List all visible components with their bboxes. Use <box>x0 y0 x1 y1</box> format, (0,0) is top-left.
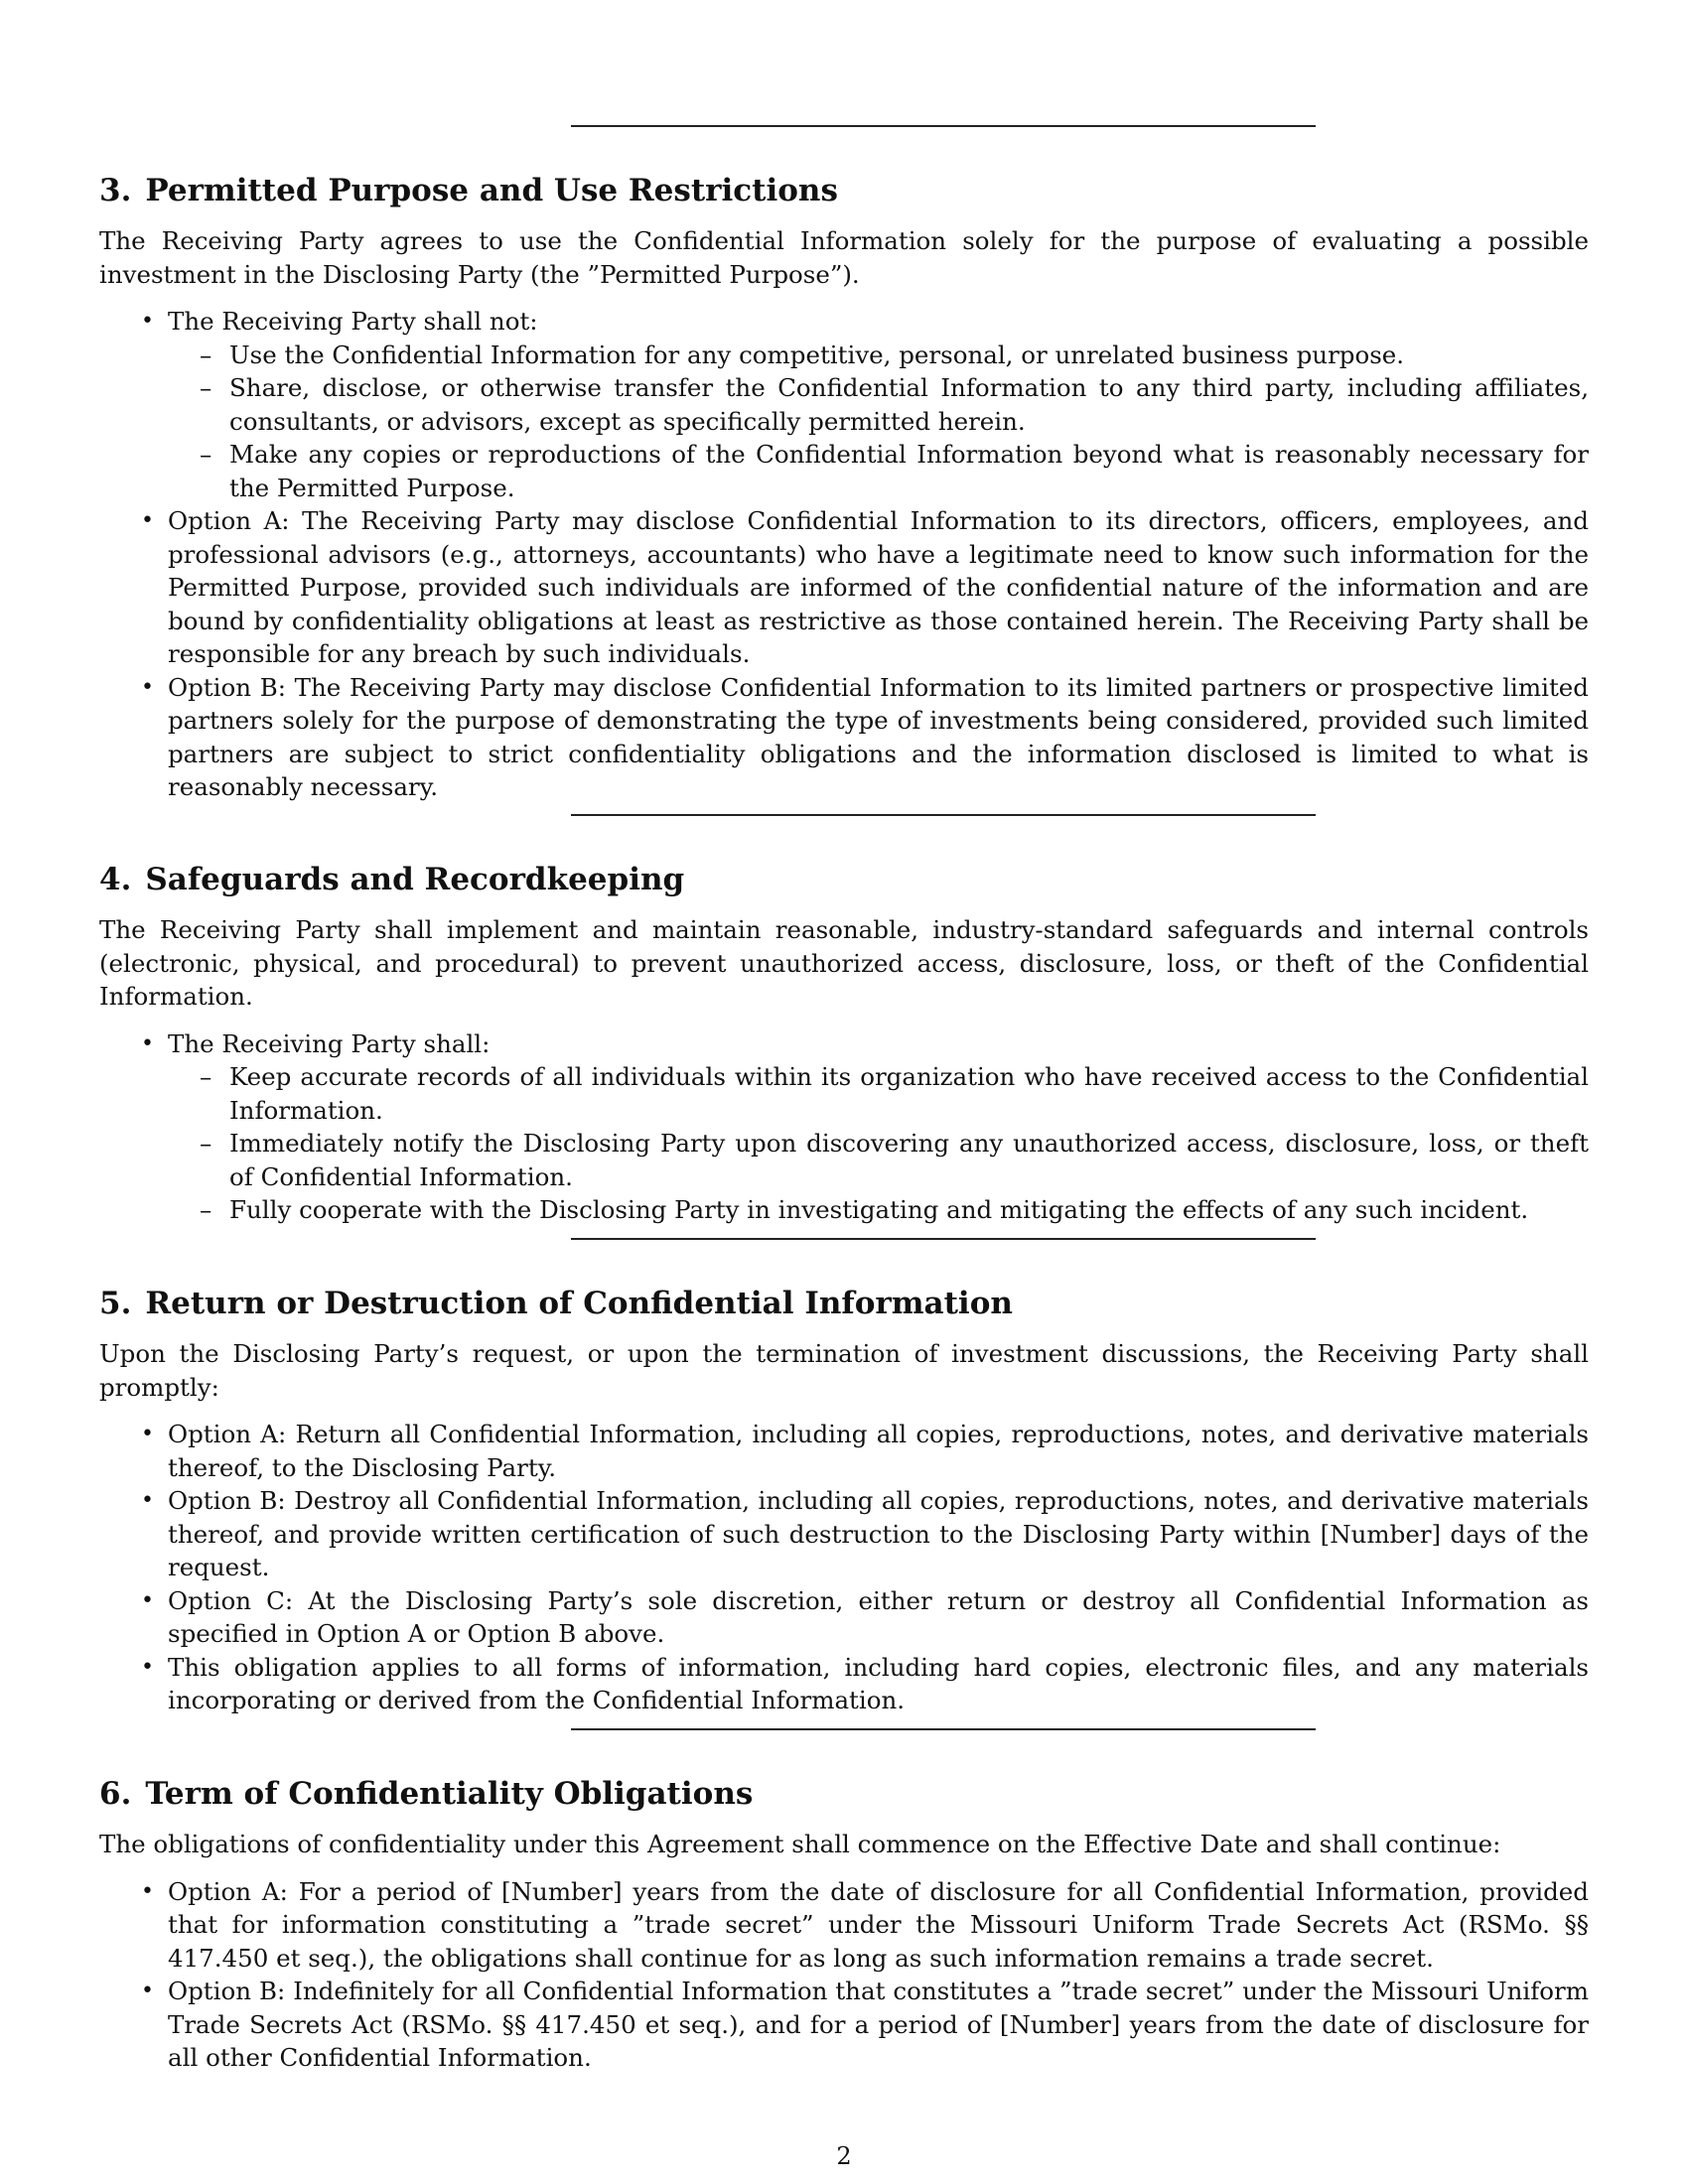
section-number: 5. <box>99 1286 132 1321</box>
section-title: Safeguards and Recordkeeping <box>145 862 685 897</box>
sub-list-item <box>200 339 1589 372</box>
list-item <box>141 504 1589 671</box>
list-item-text: Option C: At the Disclosing Party’s sole discretion, either return or destroy all Confidential Information as specified in Option A or Option B above. <box>168 1585 1589 1648</box>
section-heading <box>99 1774 1589 1814</box>
section-divider <box>571 814 1316 816</box>
sub-list-item <box>200 438 1589 504</box>
bullet-icon: • <box>141 674 154 700</box>
list-item-text: This obligation applies to all forms of information, including hard copies, electronic files, and any materials incorporating or derived from the Confidential Information. <box>168 1652 1589 1714</box>
sub-list-item-text: Share, disclose, or otherwise transfer the Confidential Information to any third party, including affiliates, consultants, or advisors, except as specifically permitted herein. <box>229 373 1589 436</box>
bullet-list <box>99 305 1589 804</box>
section-title: Permitted Purpose and Use Restrictions <box>145 173 838 208</box>
sub-list-item-text: Use the Confidential Information for any competitive, personal, or unrelated business purpose. <box>229 340 1405 369</box>
dash-icon: – <box>200 1062 212 1091</box>
list-item <box>141 1584 1589 1651</box>
list-item-text: Option B: The Receiving Party may disclose Confidential Information to its limited partners or prospective limited partners solely for the purpose of demonstrating the type of investments being considered, provided such limited partners are subject to strict confidentiality obligations and the information disclosed is limited to what is reasonably necessary. <box>168 672 1589 801</box>
bullet-icon: • <box>141 1030 154 1056</box>
sub-list-item <box>200 1193 1589 1227</box>
sub-list <box>168 339 1589 505</box>
list-item <box>141 1651 1589 1717</box>
dash-icon: – <box>200 1129 212 1158</box>
section-intro: Upon the Disclosing Party’s request, or upon the termination of investment discussions, the Receiving Party shall promptly: <box>99 1339 1589 1402</box>
sub-list <box>168 1060 1589 1227</box>
list-item-text: Option A: Return all Confidential Information, including all copies, reproductions, notes, and derivative materials thereof, to the Disclosing Party. <box>168 1420 1589 1482</box>
dash-icon: – <box>200 340 212 369</box>
section-3 <box>99 171 1589 804</box>
section-intro: The obligations of confidentiality under this Agreement shall commence on the Effective Date and shall continue: <box>99 1830 1501 1858</box>
dash-icon: – <box>200 440 212 469</box>
section-divider <box>571 125 1316 127</box>
section-divider <box>571 1728 1316 1730</box>
bullet-icon: • <box>141 1654 154 1680</box>
bullet-list <box>99 1418 1589 1717</box>
bullet-icon: • <box>141 1587 154 1613</box>
bullet-list <box>99 1027 1589 1227</box>
list-item-text: Option A: The Receiving Party may disclose Confidential Information to its directors, officers, employees, and professional advisors (e.g., attorneys, accountants) who have a legitimate need to know such information for the Permitted Purpose, provided such individuals are informed of the confidential nature of the information and are bound by confidentiality obligations at least as restrictive as those contained herein. The Receiving Party shall be responsible for any breach by such individuals. <box>168 506 1589 668</box>
list-item-text: Option A: For a period of [Number] years from the date of disclosure for all Confidential Information, provided that for information constituting a ”trade secret” under the Missouri Uniform Trade Secrets Act (RSMo. §§ 417.450 et seq.), the obligations shall continue for as long as such information remains a trade secret. <box>168 1876 1589 1973</box>
section-6 <box>99 1774 1589 2075</box>
section-number: 4. <box>99 862 132 897</box>
dash-icon: – <box>200 373 212 402</box>
list-item <box>141 305 1589 504</box>
section-heading <box>99 860 1589 899</box>
section-title: Return or Destruction of Confidential Information <box>145 1286 1013 1321</box>
sub-list-item-text: Keep accurate records of all individuals within its organization who have received access to the Confidential Information. <box>229 1062 1589 1125</box>
sub-list-item-text: Make any copies or reproductions of the Confidential Information beyond what is reasonably necessary for the Permitted Purpose. <box>229 440 1589 502</box>
dash-icon: – <box>200 1195 212 1224</box>
section-number: 6. <box>99 1776 132 1812</box>
bullet-list <box>99 1875 1589 2075</box>
section-intro: The Receiving Party shall implement and maintain reasonable, industry-standard safeguards and internal controls (electronic, physical, and procedural) to prevent unauthorized access, disclosure, loss, or theft of the Confidential Information. <box>99 915 1589 1011</box>
sub-list-item <box>200 1060 1589 1127</box>
section-5 <box>99 1284 1589 1717</box>
bullet-icon: • <box>141 508 154 533</box>
section-title: Term of Confidentiality Obligations <box>145 1776 754 1812</box>
bullet-icon: • <box>141 309 154 334</box>
sub-list-item-text: Fully cooperate with the Disclosing Party in investigating and mitigating the effects of any such incident. <box>229 1195 1529 1224</box>
section-heading <box>99 171 1589 210</box>
bullet-icon: • <box>141 1979 154 2003</box>
list-item <box>141 1484 1589 1584</box>
bullet-icon: • <box>141 1488 154 1513</box>
section-4 <box>99 860 1589 1227</box>
sub-list-item-text: Immediately notify the Disclosing Party upon discovering any unauthorized access, disclosure, loss, or theft of Confidential Information. <box>229 1129 1589 1191</box>
section-number: 3. <box>99 173 132 208</box>
list-item <box>141 1027 1589 1227</box>
section-divider <box>571 1238 1316 1240</box>
page-number: 2 <box>836 2142 852 2170</box>
list-item <box>141 1418 1589 1484</box>
sub-list-item <box>200 371 1589 438</box>
list-item-text: Option B: Indefinitely for all Confidential Information that constitutes a ”trade secret” under the Missouri Uniform Trade Secrets Act (RSMo. §§ 417.450 et seq.), and for a period of [Number] years from the date of disclosure for all other Confidential Information. <box>168 1977 1589 2072</box>
section-heading <box>99 1284 1589 1323</box>
list-item-text: The Receiving Party shall: <box>168 1028 491 1058</box>
section-intro: The Receiving Party agrees to use the Confidential Information solely for the purpose of evaluating a possible investment in the Disclosing Party (the ”Permitted Purpose”). <box>99 226 1589 289</box>
list-item <box>141 1975 1589 2075</box>
list-item-text: Option B: Destroy all Confidential Information, including all copies, reproductions, notes, and derivative materials thereof, and provide written certification of such destruction to the Disclosing Party within [Number] days of the request. <box>168 1486 1589 1581</box>
sub-list-item <box>200 1127 1589 1193</box>
list-item <box>141 671 1589 804</box>
bullet-icon: • <box>141 1878 154 1904</box>
list-item <box>141 1875 1589 1976</box>
list-item-text: The Receiving Party shall not: <box>168 307 538 336</box>
bullet-icon: • <box>141 1422 154 1446</box>
